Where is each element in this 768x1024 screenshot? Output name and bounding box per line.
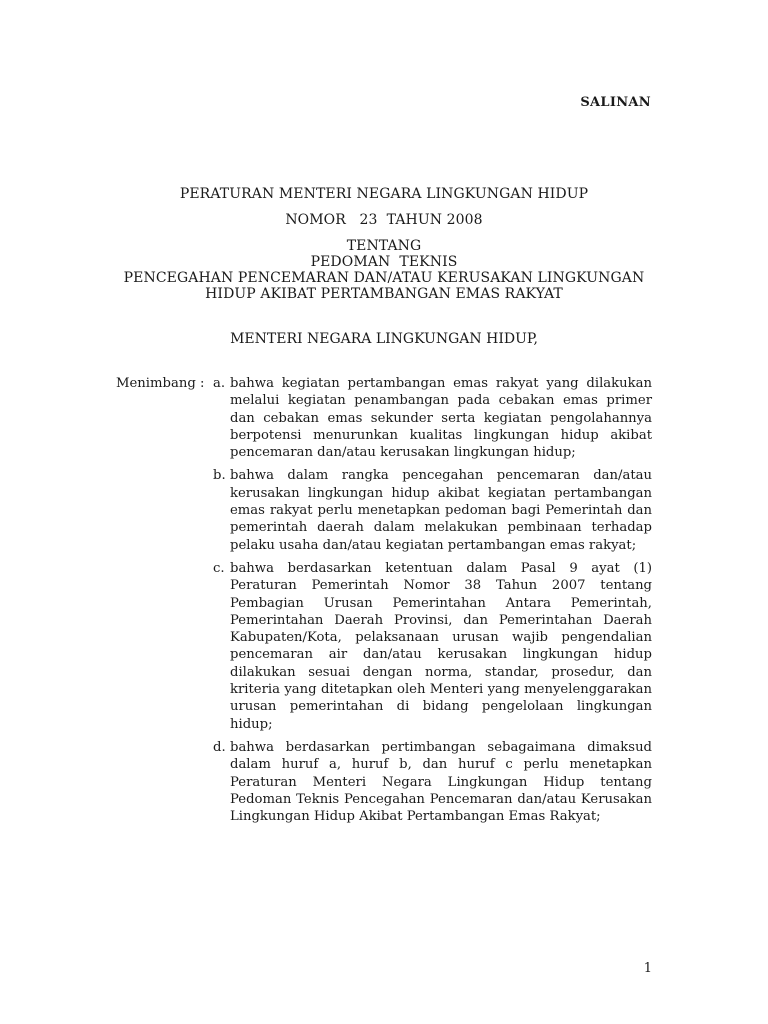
title-line-regulation: PERATURAN MENTERI NEGARA LINGKUNGAN HIDUP (179, 186, 589, 202)
item-letter: d. (213, 739, 226, 755)
title-line-pedoman: PEDOMAN TEKNIS (310, 254, 458, 270)
item-letter: c. (213, 560, 225, 576)
item-text: bahwa berdasarkan ketentuan dalam Pasal 9 ayat (1) Peraturan Pemerintah Nomor 38 Tahun 2007 tentang Pembagian Urusan Pemerintahan Antara Pemerintah, Pemerintahan Daerah Provinsi, dan Pemerintahan Daerah Kabupaten/Kota, pelaksanaan urusan wajib pengendalian pencemaran air dan/atau kerusakan lingkungan hidup dilakukan sesuai dengan norma, standar, prosedur, dan kriteria yang ditetapkan oleh Menteri yang menyelenggarakan urusan pemerintahan di bidang pengelolaan lingkungan hidup; (230, 560, 652, 732)
title-line-subject-1: PENCEGAHAN PENCEMARAN DAN/ATAU KERUSAKAN LINGKUNGAN (123, 270, 645, 286)
title-line-subject-2: HIDUP AKIBAT PERTAMBANGAN EMAS RAKYAT (205, 286, 563, 302)
item-text: bahwa kegiatan pertambangan emas rakyat yang dilakukan melalui kegiatan penambangan pada cebakan emas primer dan cebakan emas sekunder serta kegiatan pengolahannya berpotensi menurunkan kualitas lingkungan hidup akibat pencemaran dan/atau kerusakan lingkungan hidup; (230, 376, 652, 461)
salinan-stamp: SALINAN (580, 95, 651, 110)
regulation-title (0, 186, 768, 302)
consideration-item-d (116, 739, 652, 825)
item-text: bahwa berdasarkan pertimbangan sebagaimana dimaksud dalam huruf a, huruf b, dan huruf c perlu menetapkan Peraturan Menteri Negara Lingkungan Hidup tentang Pedoman Teknis Pencegahan Pencemaran dan/atau Kerusakan Lingkungan Hidup Akibat Pertambangan Emas Rakyat; (230, 739, 652, 825)
consideration-item-c (116, 560, 652, 733)
item-letter: a. (213, 376, 226, 391)
minister-heading: MENTERI NEGARA LINGKUNGAN HIDUP, (230, 331, 538, 347)
item-text: bahwa dalam rangka pencegahan pencemaran dan/atau kerusakan lingkungan hidup akibat kegiatan pertambangan emas rakyat perlu menetapkan pedoman bagi Pemerintah dan pemerintah daerah dalam melakukan pembinaan terhadap pelaku usaha dan/atau kegiatan pertambangan emas rakyat; (230, 468, 652, 553)
item-letter: b. (213, 468, 226, 484)
title-line-tentang: TENTANG (346, 238, 422, 254)
title-line-number: NOMOR 23 TAHUN 2008 (285, 212, 483, 228)
page-number: 1 (643, 961, 652, 976)
consideration-item-a (116, 375, 652, 461)
consideration-item-b (116, 467, 652, 553)
considerations-label: Menimbang : (116, 376, 205, 391)
considerations-section (116, 375, 652, 825)
